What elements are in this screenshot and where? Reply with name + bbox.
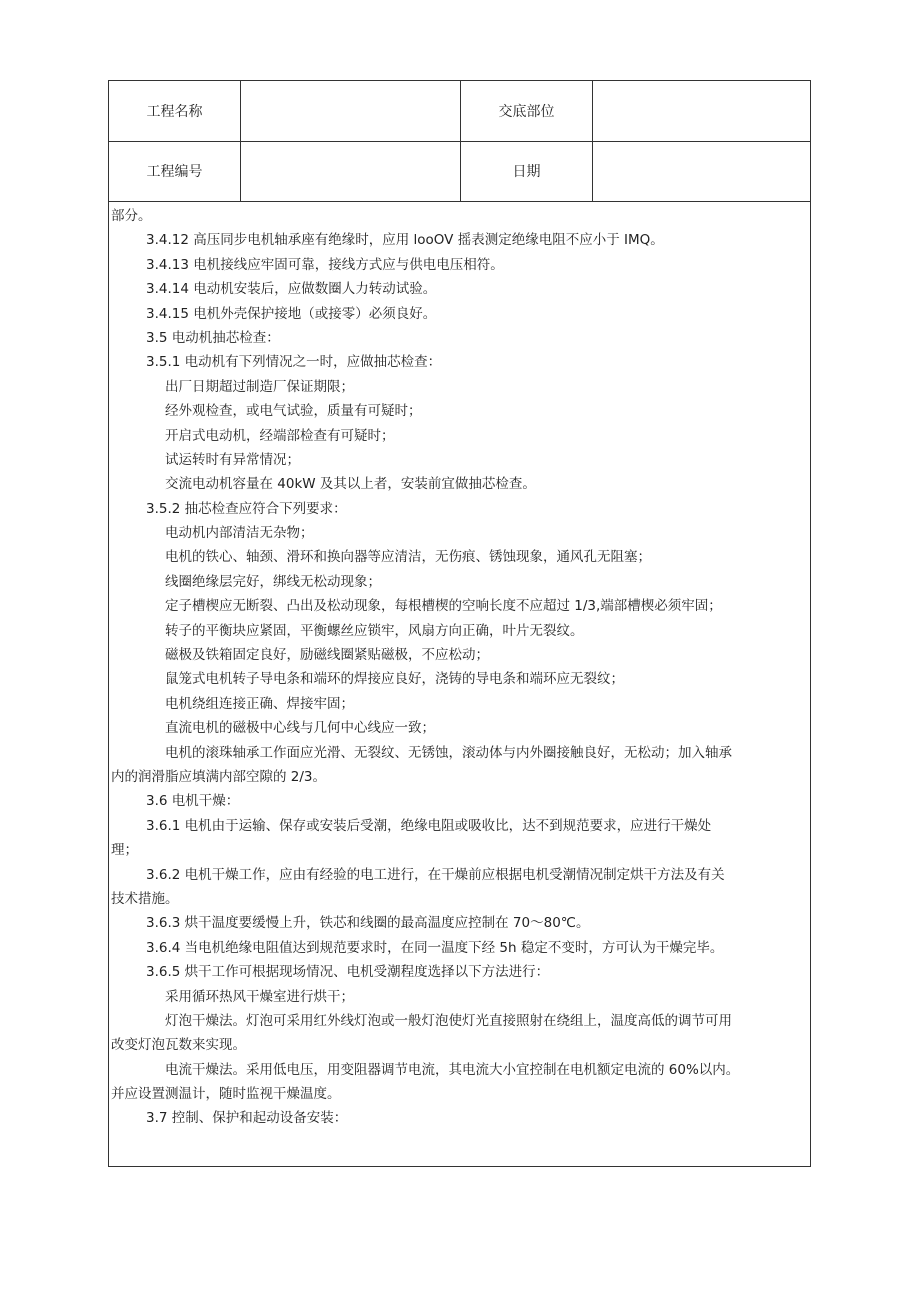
text-line: 直流电机的磁极中心线与几何中心线应一致； bbox=[165, 720, 435, 737]
text-line: 3.7 控制、保护和起动设备安装： bbox=[146, 1110, 348, 1127]
project-name-label: 工程名称 bbox=[109, 81, 241, 141]
text-line: 线圈绝缘层完好，绑线无松动现象； bbox=[165, 573, 381, 590]
text-line: 3.4.12 高压同步电机轴承座有绝缘时，应用 looOV 摇表测定绝缘电阻不应小于 IMQ。 bbox=[146, 232, 664, 249]
date-value bbox=[593, 141, 810, 201]
text-line: 3.5 电动机抽芯检查： bbox=[146, 329, 280, 346]
text-line: 定子槽楔应无断裂、凸出及松动现象，每根槽楔的空响长度不应超过 1/3,端部槽楔必须牢固； bbox=[165, 598, 722, 615]
text-line: 开启式电动机，经端部检查有可疑时； bbox=[165, 427, 395, 444]
text-line: 3.4.13 电机接线应牢固可靠，接线方式应与供电电压相符。 bbox=[146, 256, 504, 273]
text-line: 部分。 bbox=[111, 208, 152, 224]
text-line: 理； bbox=[111, 842, 138, 859]
text-line: 转子的平衡块应紧固，平衡螺丝应锁牢，风扇方向正确，叶片无裂纹。 bbox=[165, 622, 584, 639]
text-line: 交流电动机容量在 40kW 及其以上者，安装前宜做抽芯检查。 bbox=[165, 476, 536, 493]
text-line: 改变灯泡瓦数来实现。 bbox=[111, 1037, 246, 1054]
handover-part-value bbox=[593, 81, 810, 141]
text-line: 电机的铁心、轴颈、滑环和换向器等应清洁，无伤痕、锈蚀现象，通风孔无阻塞； bbox=[165, 549, 651, 566]
text-line: 3.4.14 电动机安装后，应做数圈人力转动试验。 bbox=[146, 281, 437, 298]
text-line: 3.6.1 电机由于运输、保存或安装后受潮，绝缘电阻或吸收比，达不到规范要求，应进行干燥处 bbox=[146, 817, 712, 834]
text-line: 内的润滑脂应填满内部空隙的 2/3。 bbox=[111, 768, 327, 785]
text-line: 3.5.1 电动机有下列情况之一时，应做抽芯检查： bbox=[146, 354, 442, 371]
text-line: 经外观检查，或电气试验，质量有可疑时； bbox=[165, 403, 422, 420]
text-line: 3.6.2 电机干燥工作，应由有经验的电工进行，在干燥前应根据电机受潮情况制定烘干方法及有关 bbox=[146, 866, 725, 883]
text-line: 灯泡干燥法。灯泡可采用红外线灯泡或一般灯泡使灯光直接照射在绕组上，温度高低的调节可用 bbox=[165, 1012, 732, 1029]
text-line: 技术措施。 bbox=[111, 890, 179, 907]
text-line: 电机绕组连接正确、焊接牢固； bbox=[165, 695, 354, 712]
text-line: 采用循环热风干燥室进行烘干； bbox=[165, 988, 354, 1005]
text-line: 3.5.2 抽芯检查应符合下列要求： bbox=[146, 500, 347, 517]
text-line: 电流干燥法。采用低电压，用变阻器调节电流，其电流大小宜控制在电机额定电流的 60%以内。 bbox=[165, 1061, 740, 1078]
text-line: 3.6.4 当电机绝缘电阻值达到规范要求时，在同一温度下经 5h 稳定不变时，方可认为干燥完毕。 bbox=[146, 939, 724, 956]
project-name-value bbox=[241, 81, 461, 141]
text-line: 试运转时有异常情况； bbox=[165, 451, 300, 468]
text-line: 3.6.5 烘干工作可根据现场情况、电机受潮程度选择以下方法进行： bbox=[146, 964, 550, 981]
text-line: 电动机内部清洁无杂物； bbox=[165, 525, 314, 542]
text-line: 出厂日期超过制造厂保证期限； bbox=[165, 378, 354, 395]
handover-table bbox=[108, 80, 811, 1167]
header-row-2 bbox=[109, 141, 810, 202]
text-line: 3.4.15 电机外壳保护接地（或接零）必须良好。 bbox=[146, 305, 437, 322]
handover-content bbox=[109, 204, 810, 1131]
text-line: 3.6 电机干燥： bbox=[146, 793, 240, 810]
text-line: 磁极及铁箱固定良好，励磁线圈紧贴磁极，不应松动； bbox=[165, 647, 489, 664]
project-number-value bbox=[241, 141, 461, 201]
project-number-label: 工程编号 bbox=[109, 141, 241, 201]
header-row-1 bbox=[109, 81, 810, 142]
text-line: 并应设置测温计，随时监视干燥温度。 bbox=[111, 1086, 341, 1103]
text-line: 电机的滚珠轴承工作面应光滑、无裂纹、无锈蚀，滚动体与内外圈接触良好，无松动；加入轴承 bbox=[165, 744, 732, 761]
text-line: 3.6.3 烘干温度要缓慢上升，铁芯和线圈的最高温度应控制在 70～80℃。 bbox=[146, 915, 590, 932]
text-line: 鼠笼式电机转子导电条和端环的焊接应良好，浇铸的导电条和端环应无裂纹； bbox=[165, 671, 624, 688]
handover-part-label: 交底部位 bbox=[461, 81, 593, 141]
date-label: 日期 bbox=[461, 141, 593, 201]
